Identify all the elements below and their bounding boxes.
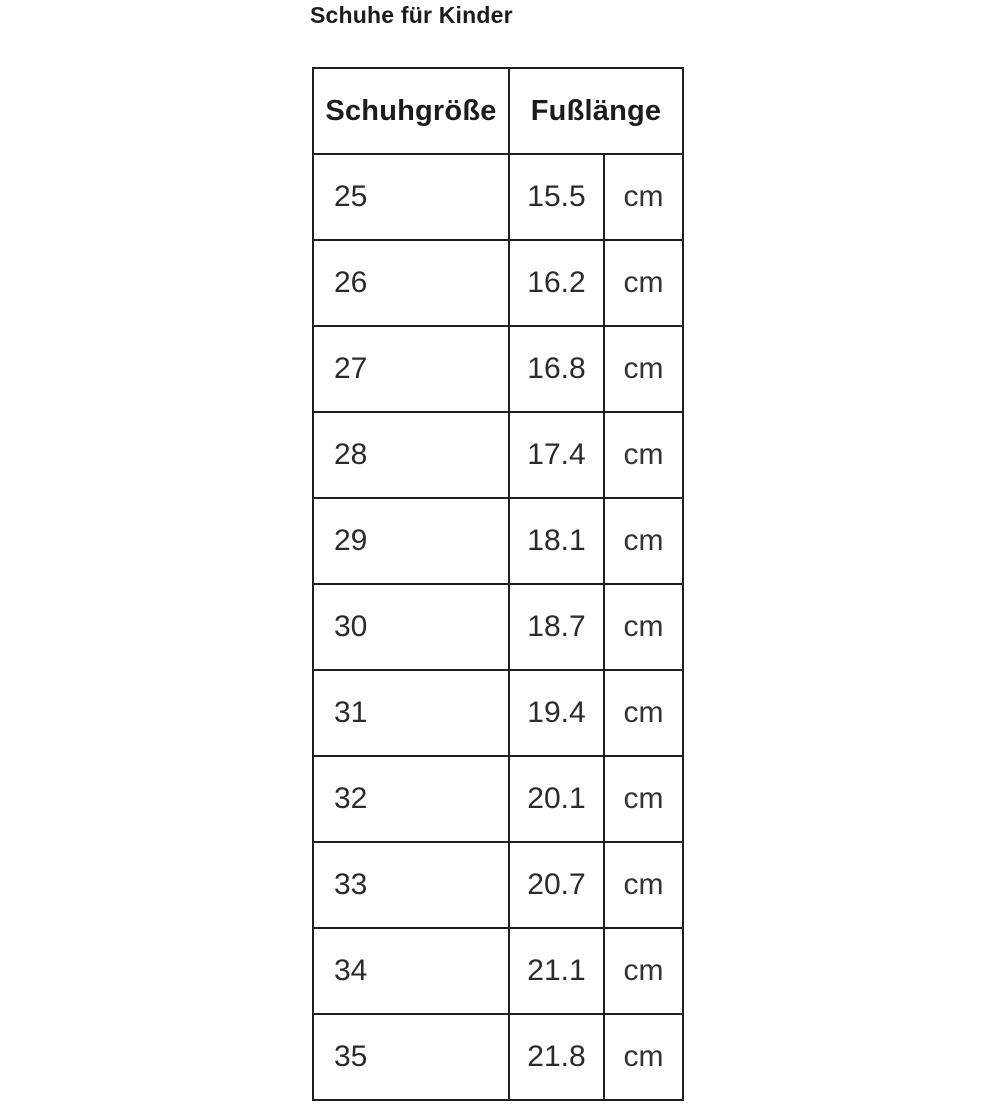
table-row: [313, 412, 683, 498]
foot-length-value-cell: 18.1: [509, 498, 604, 584]
table-row: [313, 756, 683, 842]
unit-cell: cm: [604, 498, 683, 584]
unit-cell: cm: [604, 584, 683, 670]
table-body: [313, 154, 683, 1100]
table-header-row: [313, 68, 683, 154]
shoe-size-cell: 30: [313, 584, 509, 670]
foot-length-value-cell: 21.8: [509, 1014, 604, 1100]
shoe-size-cell: 25: [313, 154, 509, 240]
shoe-size-table: [312, 67, 684, 1101]
unit-cell: cm: [604, 154, 683, 240]
column-header-foot-length: Fußlänge: [509, 68, 683, 154]
shoe-size-cell: 28: [313, 412, 509, 498]
foot-length-value-cell: 19.4: [509, 670, 604, 756]
table-row: [313, 154, 683, 240]
shoe-size-cell: 31: [313, 670, 509, 756]
shoe-size-cell: 33: [313, 842, 509, 928]
shoe-size-cell: 35: [313, 1014, 509, 1100]
shoe-size-cell: 26: [313, 240, 509, 326]
table-row: [313, 842, 683, 928]
table-row: [313, 670, 683, 756]
table-row: [313, 584, 683, 670]
foot-length-value-cell: 20.1: [509, 756, 604, 842]
shoe-size-cell: 27: [313, 326, 509, 412]
foot-length-value-cell: 18.7: [509, 584, 604, 670]
column-header-shoe-size: Schuhgröße: [313, 68, 509, 154]
unit-cell: cm: [604, 326, 683, 412]
unit-cell: cm: [604, 842, 683, 928]
foot-length-value-cell: 15.5: [509, 154, 604, 240]
shoe-size-cell: 29: [313, 498, 509, 584]
table-row: [313, 498, 683, 584]
unit-cell: cm: [604, 928, 683, 1014]
foot-length-value-cell: 20.7: [509, 842, 604, 928]
table-row: [313, 326, 683, 412]
unit-cell: cm: [604, 756, 683, 842]
page-title: Schuhe für Kinder: [310, 2, 513, 28]
foot-length-value-cell: 17.4: [509, 412, 604, 498]
table-row: [313, 928, 683, 1014]
unit-cell: cm: [604, 412, 683, 498]
table-row: [313, 1014, 683, 1100]
unit-cell: cm: [604, 670, 683, 756]
table-row: [313, 240, 683, 326]
foot-length-value-cell: 21.1: [509, 928, 604, 1014]
foot-length-value-cell: 16.2: [509, 240, 604, 326]
shoe-size-cell: 32: [313, 756, 509, 842]
unit-cell: cm: [604, 240, 683, 326]
foot-length-value-cell: 16.8: [509, 326, 604, 412]
unit-cell: cm: [604, 1014, 683, 1100]
shoe-size-cell: 34: [313, 928, 509, 1014]
